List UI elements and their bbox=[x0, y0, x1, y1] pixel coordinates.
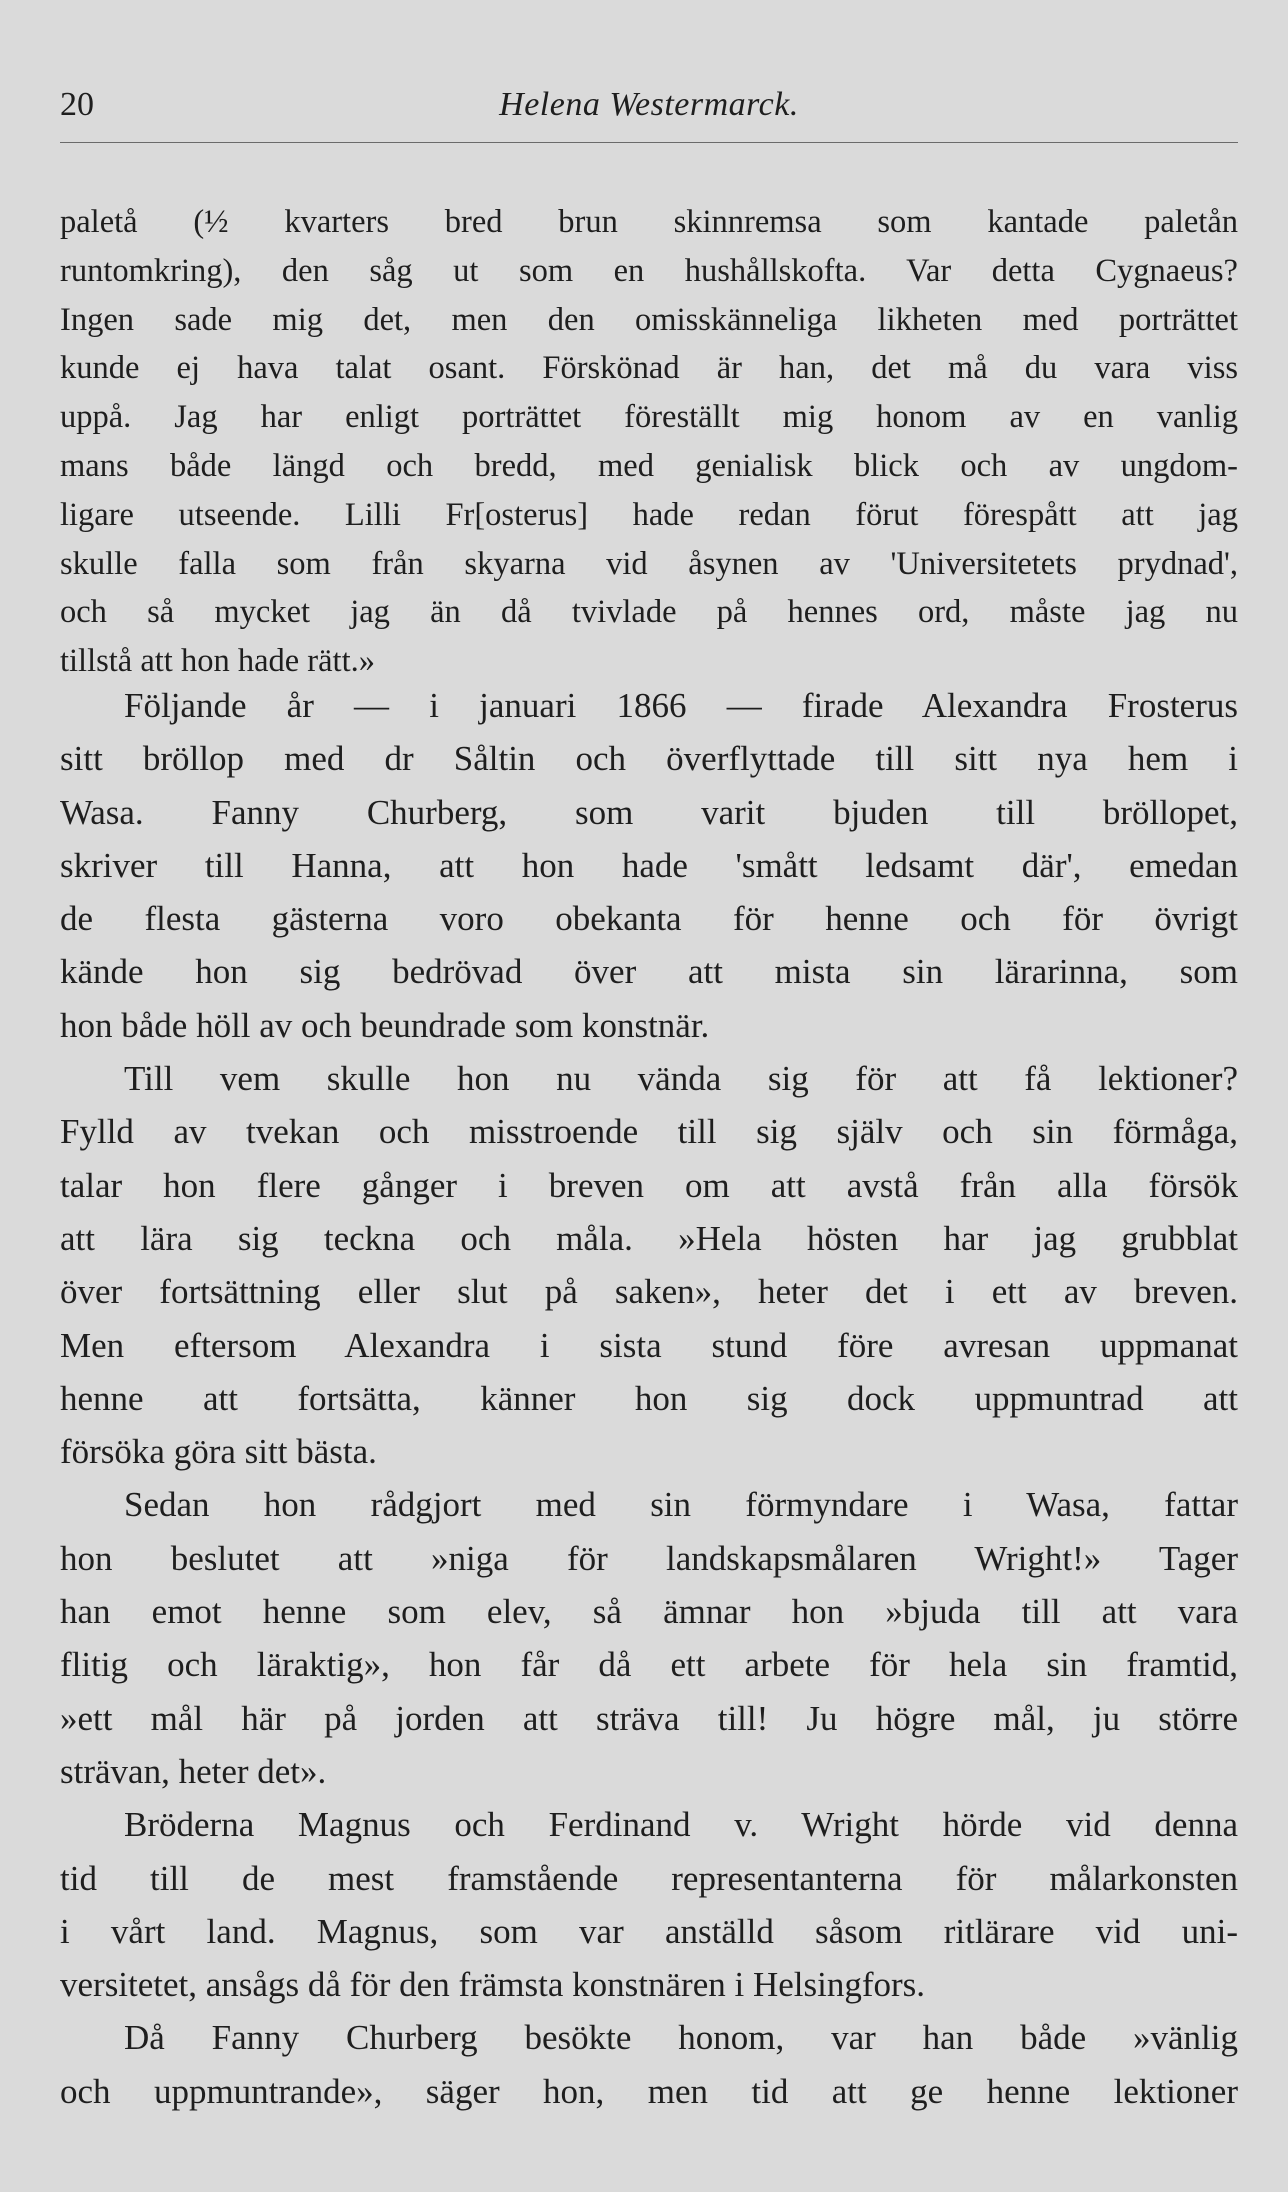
text-line: sitt bröllop med dr Såltin och överflyttade till sitt nya hem i bbox=[60, 739, 1238, 779]
text-line: hon både höll av och beundrade som konstnär. bbox=[60, 1005, 710, 1045]
running-head bbox=[60, 84, 1238, 134]
text-line: i vårt land. Magnus, som var anställd såsom ritlärare vid uni- bbox=[60, 1911, 1238, 1951]
text-line: talar hon flere gånger i breven om att avstå från alla försök bbox=[60, 1165, 1238, 1205]
paragraph-6 bbox=[60, 2011, 1238, 2118]
text-line: Bröderna Magnus och Ferdinand v. Wright hörde vid denna bbox=[124, 1805, 1238, 1845]
text-line: och så mycket jag än då tvivlade på hennes ord, måste jag nu bbox=[60, 594, 1238, 631]
text-line: Sedan hon rådgjort med sin förmyndare i Wasa, fattar bbox=[124, 1485, 1238, 1525]
paragraph-4 bbox=[60, 1478, 1238, 1798]
running-title: Helena Westermarck. bbox=[499, 86, 799, 123]
quoted-letter-block bbox=[60, 198, 1238, 686]
text-line: kände hon sig bedrövad över att mista sin lärarinna, som bbox=[60, 952, 1238, 992]
paragraph-5 bbox=[60, 1798, 1238, 2011]
text-line: uppå. Jag har enligt porträttet föreställt mig honom av en vanlig bbox=[60, 399, 1238, 436]
text-line: flitig och läraktig», hon får då ett arbete för hela sin framtid, bbox=[60, 1645, 1238, 1685]
text-line: mans både längd och bredd, med genialisk blick och av ungdom- bbox=[60, 447, 1238, 484]
text-line: Wasa. Fanny Churberg, som varit bjuden till bröllopet, bbox=[60, 792, 1238, 832]
text-line: Men eftersom Alexandra i sista stund före avresan uppmanat bbox=[60, 1325, 1238, 1365]
text-line: »ett mål här på jorden att sträva till! Ju högre mål, ju större bbox=[60, 1698, 1238, 1738]
text-line: skriver till Hanna, att hon hade 'smått ledsamt där', emedan bbox=[60, 845, 1238, 885]
paragraph-2 bbox=[60, 679, 1238, 1052]
page-number: 20 bbox=[60, 86, 94, 123]
text-line: strävan, heter det». bbox=[60, 1751, 327, 1791]
text-line: Ingen sade mig det, men den omisskänneliga likheten med porträttet bbox=[60, 301, 1238, 338]
text-line: och uppmuntrande», säger hon, men tid att ge henne lektioner bbox=[60, 2071, 1238, 2111]
text-line: tid till de mest framstående representanterna för målarkonsten bbox=[60, 1858, 1238, 1898]
text-line: versitetet, ansågs då för den främsta konstnären i Helsingfors. bbox=[60, 1965, 926, 2005]
main-text-block bbox=[60, 679, 1238, 2118]
text-line: kunde ej hava talat osant. Förskönad är han, det må du vara viss bbox=[60, 350, 1238, 387]
text-line: henne att fortsätta, känner hon sig dock uppmuntrad att bbox=[60, 1378, 1238, 1418]
text-line: de flesta gästerna voro obekanta för henne och för övrigt bbox=[60, 899, 1238, 939]
text-line: försöka göra sitt bästa. bbox=[60, 1432, 377, 1472]
text-line: hon beslutet att »niga för landskapsmålaren Wright!» Tager bbox=[60, 1538, 1238, 1578]
text-line: ligare utseende. Lilli Fr[osterus] hade redan förut förespått att jag bbox=[60, 496, 1238, 533]
paragraph-3 bbox=[60, 1052, 1238, 1478]
text-line: att lära sig teckna och måla. »Hela hösten har jag grubblat bbox=[60, 1218, 1238, 1258]
paragraph-1 bbox=[60, 198, 1238, 686]
text-line: tillstå att hon hade rätt.» bbox=[60, 643, 375, 680]
text-line: Följande år — i januari 1866 — firade Alexandra Frosterus bbox=[124, 686, 1238, 725]
header-rule bbox=[60, 142, 1238, 143]
text-line: han emot henne som elev, så ämnar hon »bjuda till att vara bbox=[60, 1592, 1238, 1632]
text-line: Då Fanny Churberg besökte honom, var han både »vänlig bbox=[124, 2018, 1238, 2058]
text-line: runtomkring), den såg ut som en hushållskofta. Var detta Cygnaeus? bbox=[60, 252, 1238, 289]
text-line: Fylld av tvekan och misstroende till sig själv och sin förmåga, bbox=[60, 1112, 1238, 1152]
text-line: skulle falla som från skyarna vid åsynen av 'Universitetets prydnad', bbox=[60, 545, 1238, 582]
text-line: Till vem skulle hon nu vända sig för att få lektioner? bbox=[124, 1059, 1238, 1099]
text-line: över fortsättning eller slut på saken», heter det i ett av breven. bbox=[60, 1272, 1238, 1312]
text-line: paletå (½ kvarters bred brun skinnremsa som kantade paletån bbox=[60, 204, 1238, 240]
